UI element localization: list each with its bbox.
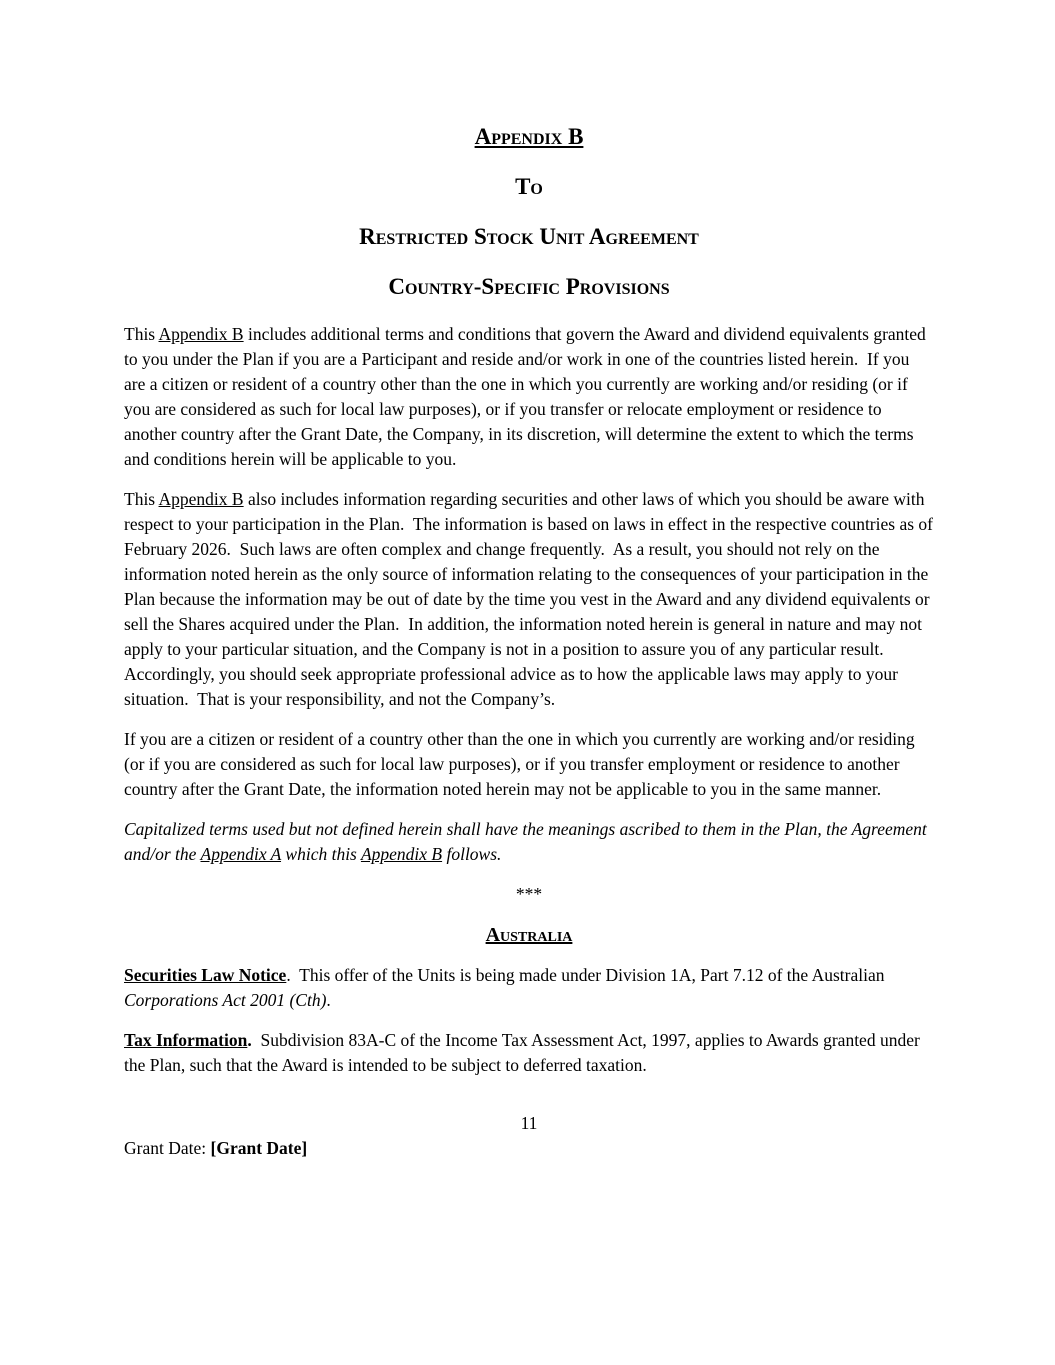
appendix-title-text: Appendix B bbox=[474, 124, 584, 149]
to-label: To bbox=[515, 174, 543, 199]
paragraph-capitalized-terms: Capitalized terms used but not defined herein shall have the meanings ascribed to them in the Plan, the Agreement and/or the Appendix A which this Appendix B follows. bbox=[124, 819, 932, 864]
grant-date-label: Grant Date: bbox=[124, 1138, 211, 1158]
paragraph-tax-information: Tax Information. Subdivision 83A-C of the Income Tax Assessment Act, 1997, applies to Awards granted under the Plan, such that the Award is intended to be subject to deferred taxation. bbox=[124, 1030, 925, 1075]
grant-date-line bbox=[124, 1136, 934, 1161]
document-header bbox=[124, 122, 934, 302]
appendix-title bbox=[124, 122, 934, 152]
paragraph-securities-information: This Appendix B also includes information regarding securities and other laws of which you should be aware with respect to your participation in the Plan. The information is based on laws in effect in the respective countries as of February 2026. Such laws are often complex and change frequently. As a result, you should not rely on the information noted herein as the only source of information relating to the consequences of your participation in the Plan because the information may be out of date by the time you vest in the Award and any dividend equivalents or sell the Shares acquired under the Plan. In addition, the information noted herein is general in nature and may not apply to your particular situation, and the Company is not in a position to assure you of any particular result. Accordingly, you should seek appropriate professional advice as to how the applicable laws may apply to your situation. That is your responsibility, and not the Company’s. bbox=[124, 489, 938, 709]
paragraph-securities-law-notice: Securities Law Notice. This offer of the Units is being made under Division 1A, Part 7.12 of the Australian Corporations Act 2001 (Cth). bbox=[124, 965, 889, 1010]
country-heading-australia bbox=[124, 922, 934, 948]
document-body bbox=[124, 322, 938, 1078]
section-separator-stars: *** bbox=[515, 884, 543, 904]
country-heading-text: Australia bbox=[485, 924, 573, 946]
subtitle-country-specific-provisions: Country-Specific Provisions bbox=[388, 274, 670, 299]
page-number: 11 bbox=[520, 1113, 538, 1133]
grant-date-value: [Grant Date] bbox=[210, 1138, 308, 1158]
document-footer bbox=[124, 1111, 934, 1161]
paragraph-appendix-scope: This Appendix B includes additional terms and conditions that govern the Award and dividend equivalents granted to you under the Plan if you are a Participant and reside and/or work in one of the countries listed herein. If you are a citizen or resident of a country other than the one in which you currently are working and/or residing (or if you are considered as such for local law purposes), or if you transfer or relocate employment or residence to another country after the Grant Date, the Company, in its discretion, will determine the extent to which the terms and conditions herein will be applicable to you. bbox=[124, 324, 931, 469]
agreement-title: Restricted Stock Unit Agreement bbox=[359, 224, 699, 249]
paragraph-citizen-resident-note: If you are a citizen or resident of a country other than the one in which you currently are working and/or residing (or if you are considered as such for local law purposes), or if you transfer employment or residence to another country after the Grant Date, the information noted herein may not be applicable to you in the same manner. bbox=[124, 729, 920, 799]
